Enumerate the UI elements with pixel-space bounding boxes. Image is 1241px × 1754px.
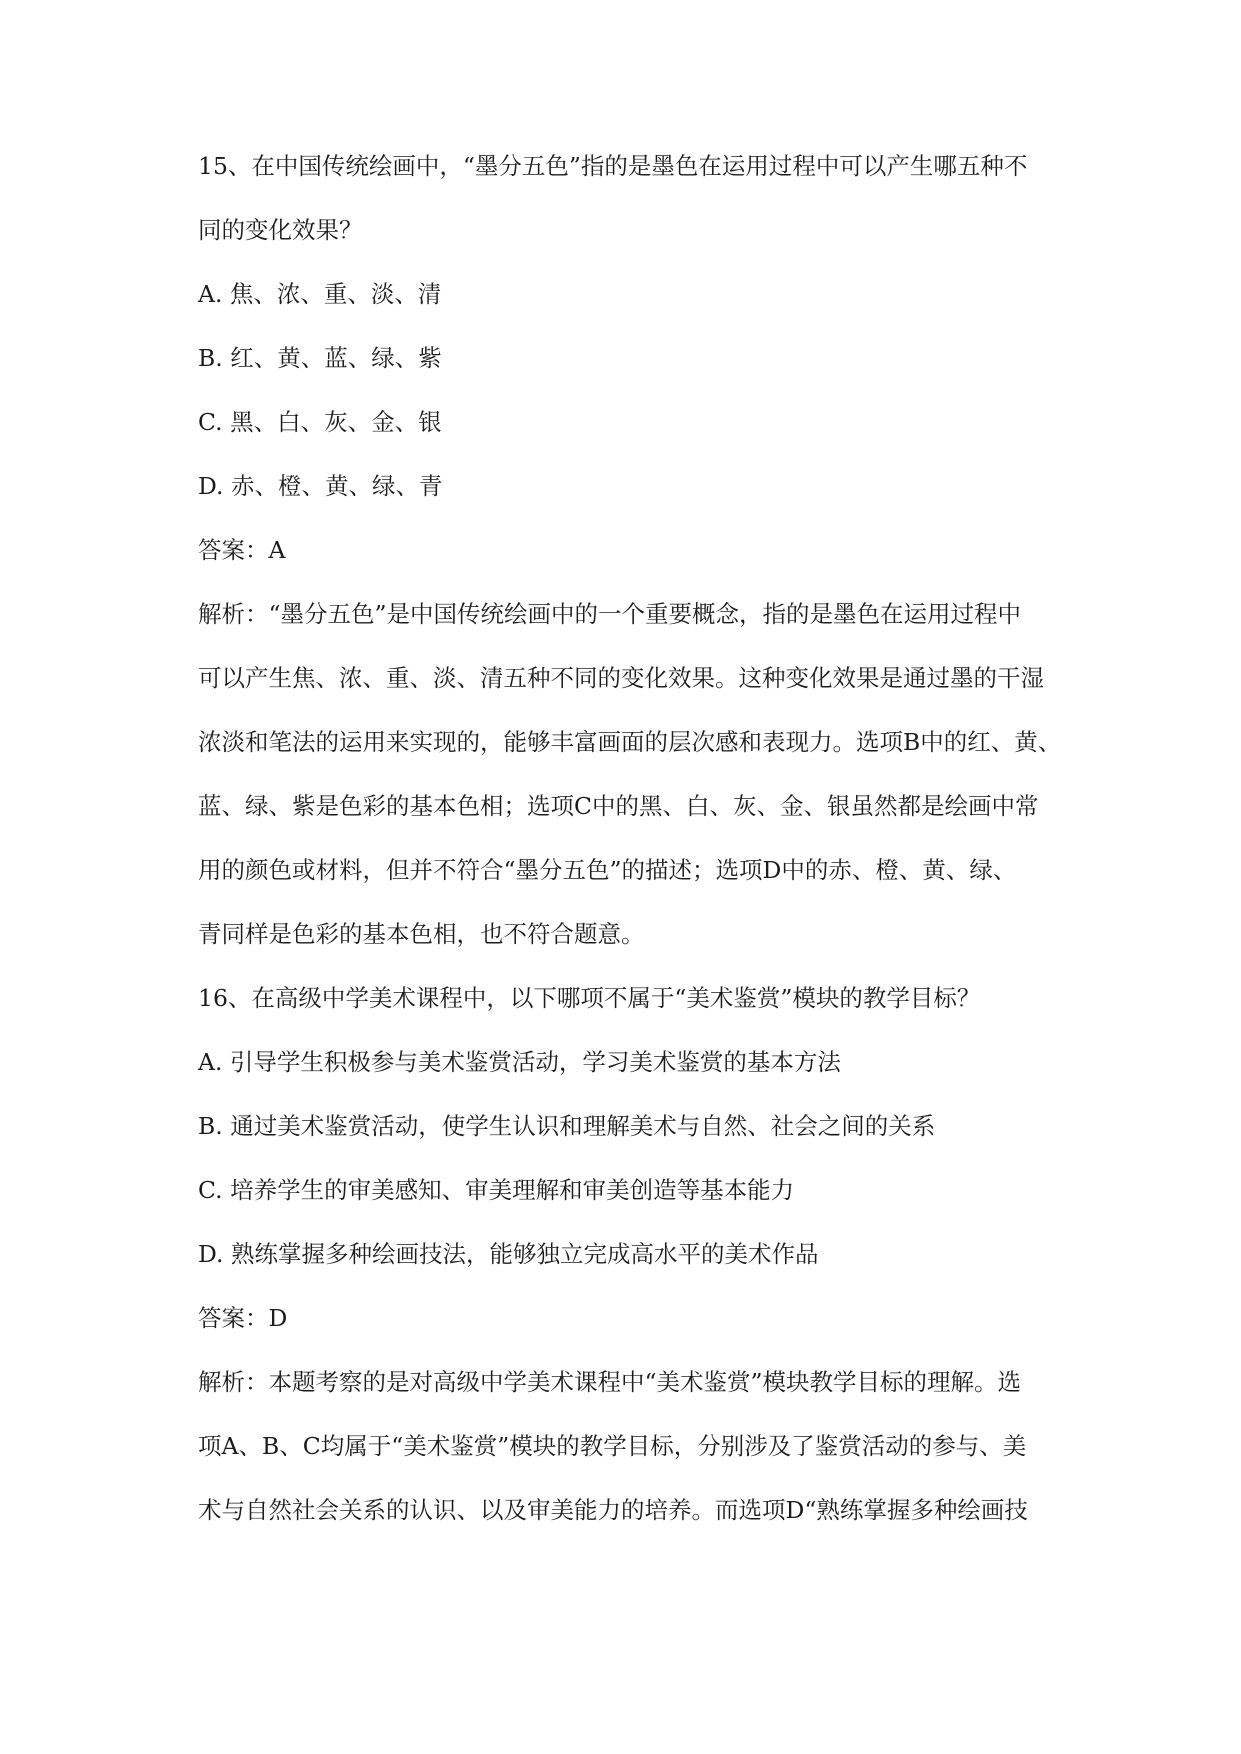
question-15-option-a: A. 焦、浓、重、淡、清 xyxy=(198,280,442,308)
question-16 xyxy=(198,976,1098,1552)
question-16-analysis-line-1: 解析：本题考察的是对高级中学美术课程中“美术鉴赏”模块教学目标的理解。选 xyxy=(198,1368,1022,1396)
question-15-analysis-line-6: 青同样是色彩的基本色相，也不符合题意。 xyxy=(198,920,645,948)
question-16-option-d: D. 熟练掌握多种绘画技法，能够独立完成高水平的美术作品 xyxy=(198,1240,819,1268)
question-16-option-b: B. 通过美术鉴赏活动，使学生认识和理解美术与自然、社会之间的关系 xyxy=(198,1112,936,1140)
question-15-stem-line-2: 同的变化效果？ xyxy=(198,216,363,244)
question-16-option-a: A. 引导学生积极参与美术鉴赏活动，学习美术鉴赏的基本方法 xyxy=(198,1048,841,1076)
page-content xyxy=(198,144,1098,1552)
question-16-option-c: C. 培养学生的审美感知、审美理解和审美创造等基本能力 xyxy=(198,1176,795,1204)
question-15-option-b: B. 红、黄、蓝、绿、紫 xyxy=(198,344,442,372)
question-15 xyxy=(198,144,1098,976)
question-15-answer: 答案：A xyxy=(198,536,286,564)
question-15-analysis-line-2: 可以产生焦、浓、重、淡、清五种不同的变化效果。这种变化效果是通过墨的干湿 xyxy=(198,664,1044,692)
question-15-analysis-line-4: 蓝、绿、紫是色彩的基本色相；选项C中的黑、白、灰、金、银虽然都是绘画中常 xyxy=(198,792,1039,820)
question-15-analysis-line-5: 用的颜色或材料，但并不符合“墨分五色”的描述；选项D中的赤、橙、黄、绿、 xyxy=(198,856,1017,884)
question-16-answer: 答案：D xyxy=(198,1304,288,1332)
question-16-analysis-line-2: 项A、B、C均属于“美术鉴赏”模块的教学目标，分别涉及了鉴赏活动的参与、美 xyxy=(198,1432,1027,1460)
question-15-option-c: C. 黑、白、灰、金、银 xyxy=(198,408,442,436)
question-15-analysis-line-3: 浓淡和笔法的运用来实现的，能够丰富画面的层次感和表现力。选项B中的红、黄、 xyxy=(198,728,1062,756)
question-15-option-d: D. 赤、橙、黄、绿、青 xyxy=(198,472,443,500)
question-16-analysis-line-3: 术与自然社会关系的认识、以及审美能力的培养。而选项D“熟练掌握多种绘画技 xyxy=(198,1496,1028,1524)
question-16-stem: 16、在高级中学美术课程中，以下哪项不属于“美术鉴赏”模块的教学目标？ xyxy=(198,984,981,1012)
question-15-stem-line-1: 15、在中国传统绘画中，“墨分五色”指的是墨色在运用过程中可以产生哪五种不 xyxy=(198,152,1028,180)
question-15-analysis-line-1: 解析：“墨分五色”是中国传统绘画中的一个重要概念，指的是墨色在运用过程中 xyxy=(198,600,1022,628)
